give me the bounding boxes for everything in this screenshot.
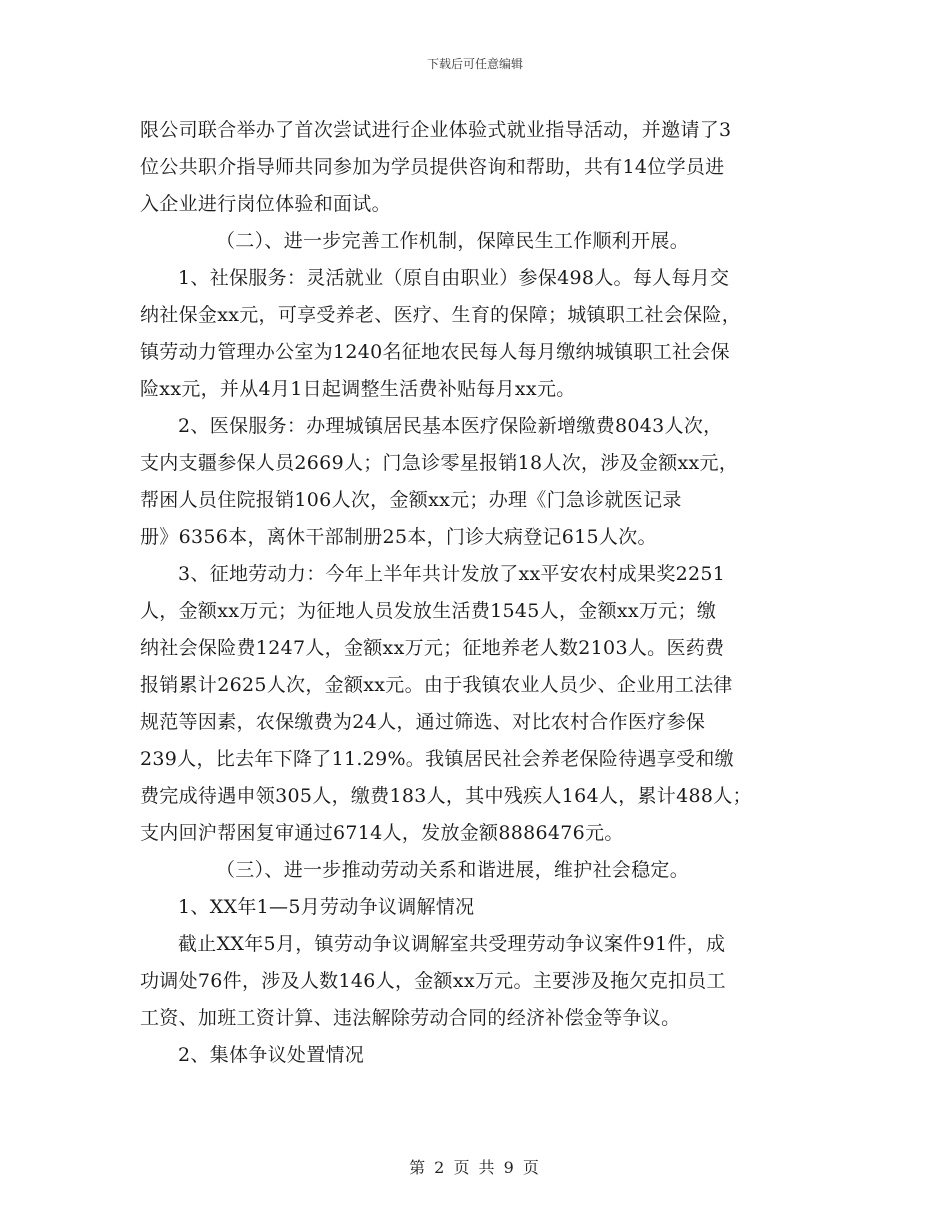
text-line: 人，金额xx万元；为征地人员发放生活费1545人，金额xx万元；缴	[140, 600, 717, 622]
text-line: 册》6356本，离休干部制册25本，门诊大病登记615人次。	[140, 526, 657, 548]
text-line: 纳社会保险费1247人，金额xx万元；征地养老人数2103人。医药费	[140, 637, 725, 659]
text-line: 费完成待遇申领305人，缴费183人，其中残疾人164人，累计488人；	[140, 785, 752, 807]
text-line: 限公司联合举办了首次尝试进行企业体验式就业指导活动，并邀请了3	[140, 119, 732, 141]
page-number: 第 2 页 共 9 页	[409, 1158, 541, 1177]
text-line: 支内回沪帮困复审通过6714人，发放金额8886476元。	[140, 822, 624, 844]
text-line: 239人，比去年下降了11.29%。我镇居民社会养老保险待遇享受和缴	[140, 748, 734, 770]
paragraph-start: 1、社保服务：灵活就业（原自由职业）参保498人。每人每月交	[178, 267, 730, 289]
paragraph-start: 截止XX年5月，镇劳动争议调解室共受理劳动争议案件91件，成	[178, 933, 726, 955]
text-line: 报销累计2625人次，金额xx元。由于我镇农业人员少、企业用工法律	[140, 674, 733, 696]
text-line: 工资、加班工资计算、违法解除劳动合同的经济补偿金等争议。	[140, 1007, 681, 1029]
subsection-heading: 2、集体争议处置情况	[178, 1044, 365, 1066]
text-line: 规范等因素，农保缴费为24人，通过筛选、对比农村合作医疗参保	[140, 711, 706, 733]
text-line: 支内支疆参保人员2669人；门急诊零星报销18人次，涉及金额xx元，	[140, 452, 739, 474]
paragraph-start: 3、征地劳动力：今年上半年共计发放了xx平安农村成果奖2251	[178, 563, 726, 585]
text-line: 纳社保金xx元，可享受养老、医疗、生育的保障；城镇职工社会保险，	[140, 304, 742, 326]
page-header: 下载后可任意编辑	[426, 57, 523, 71]
subsection-heading: 1、XX年1—5月劳动争议调解情况	[178, 896, 475, 918]
text-line: 功调处76件，涉及人数146人，金额xx万元。主要涉及拖欠克扣员工	[140, 970, 726, 992]
text-line: 入企业进行岗位体验和面试。	[140, 193, 391, 215]
text-line: 帮困人员住院报销106人次，金额xx元；办理《门急诊就医记录	[140, 489, 682, 511]
paragraph-start: 2、医保服务：办理城镇居民基本医疗保险新增缴费8043人次，	[178, 415, 723, 437]
text-line: 镇劳动力管理办公室为1240名征地农民每人每月缴纳城镇职工社会保	[140, 341, 730, 363]
section-heading: （三）、进一步推动劳动关系和谐进展，维护社会稳定。	[216, 859, 690, 881]
section-heading: （二）、进一步完善工作机制，保障民生工作顺利开展。	[216, 230, 690, 252]
document-body	[140, 112, 820, 1074]
text-line: 位公共职介指导师共同参加为学员提供咨询和帮助，共有14位学员进	[140, 156, 725, 178]
text-line: 险xx元，并从4月1日起调整生活费补贴每月xx元。	[140, 378, 576, 400]
